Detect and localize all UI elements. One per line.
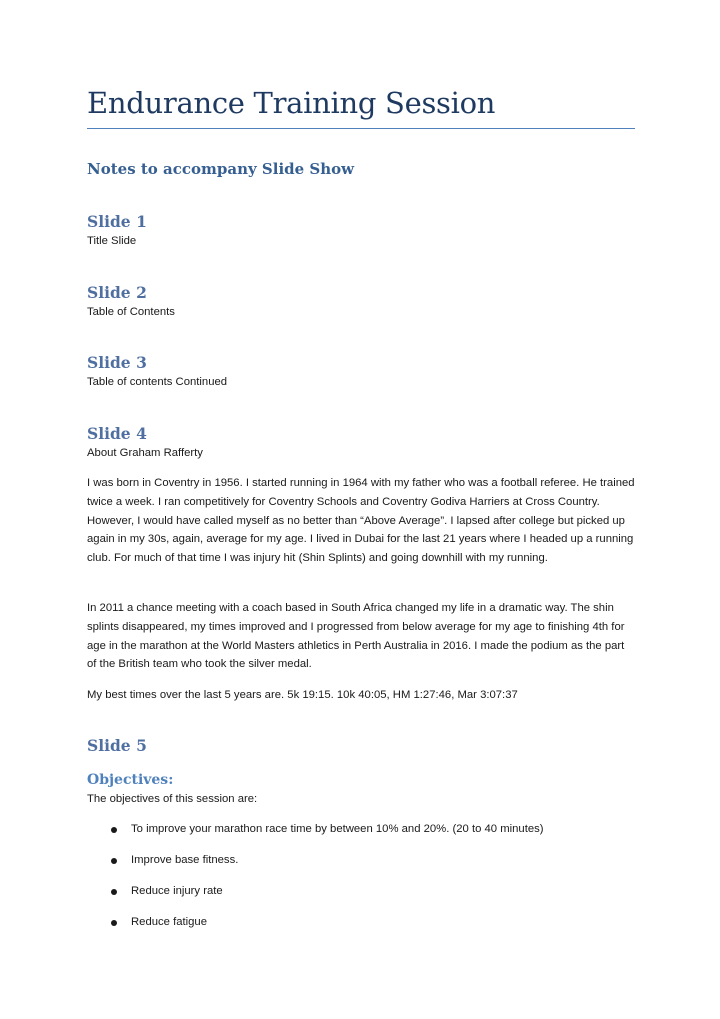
list-item-text: Reduce fatigue (131, 916, 207, 928)
slide-1-heading: Slide 1 (87, 212, 147, 231)
slide-4-heading: Slide 4 (87, 424, 147, 443)
bullet-icon (111, 827, 117, 833)
slide-2-heading: Slide 2 (87, 283, 147, 302)
slide-4-paragraph-2: In 2011 a chance meeting with a coach based in South Africa changed my life in a dramatic way. The shin splints disappeared, my times improved and I progressed from below average for my age to finishing 4th for age in the marathon at the World Masters athletics in Perth Australia in 2016. I made the podium as the part of the British team who took the silver medal. (87, 602, 625, 671)
slide-5-heading: Slide 5 (87, 736, 147, 755)
slide-4-paragraph-3: My best times over the last 5 years are. 5k 19:15. 10k 40:05, HM 1:27:46, Mar 3:07:37 (87, 689, 518, 701)
slide-3-caption: Table of contents Continued (87, 376, 228, 388)
slide-3-heading: Slide 3 (87, 353, 147, 372)
list-item-text: Improve base fitness. (131, 854, 239, 866)
title-underline (87, 128, 635, 129)
slide-1-caption: Title Slide (87, 235, 137, 247)
slide-4-paragraph-1: I was born in Coventry in 1956. I started running in 1964 with my father who was a football referee. He trained twice a week. I ran competitively for Coventry Schools and Coventry Godiva Harriers at Cross Country. However, I would have called myself as no better than “Above Average”. I lapsed after college but picked up again in my 30s, again, average for my age. I lived in Dubai for the last 21 years where I headed up a running club. For much of that time I was injury hit (Shin Splints) and going downhill with my running. (87, 477, 635, 565)
slide-2-caption: Table of Contents (87, 306, 175, 318)
bullet-icon (111, 889, 117, 895)
slide-5-intro: The objectives of this session are: (87, 793, 258, 805)
document-subtitle: Notes to accompany Slide Show (87, 160, 355, 178)
bullet-icon (111, 858, 117, 864)
document-title: Endurance Training Session (87, 86, 496, 120)
list-item-text: To improve your marathon race time by between 10% and 20%. (20 to 40 minutes) (131, 823, 544, 835)
slide-4-caption: About Graham Rafferty (87, 447, 203, 459)
list-item-text: Reduce injury rate (131, 885, 223, 897)
slide-5-subheading: Objectives: (87, 772, 174, 788)
bullet-icon (111, 920, 117, 926)
